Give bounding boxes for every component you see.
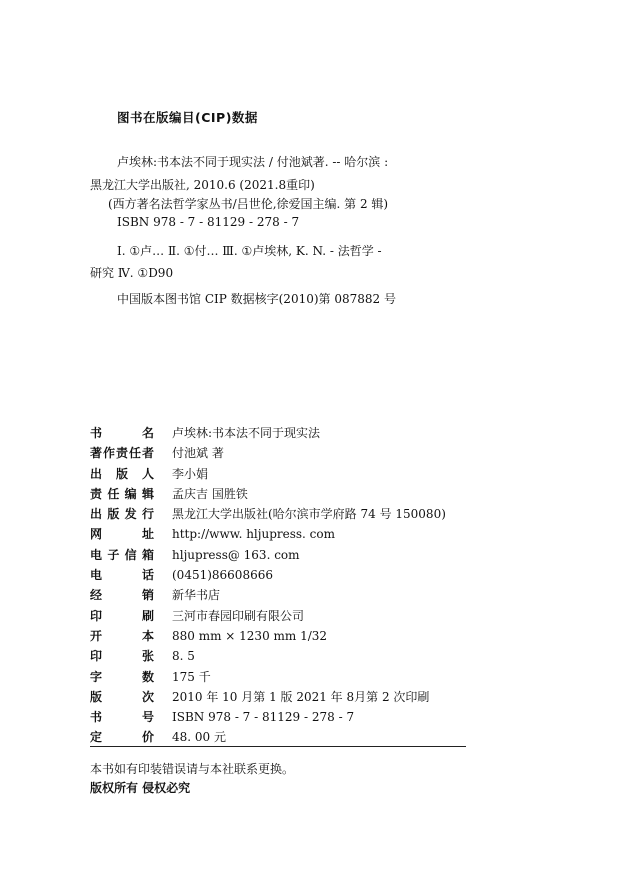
info-value: 175 千 (172, 669, 211, 684)
info-label: 出 版 人 (90, 466, 154, 481)
info-row (90, 688, 446, 708)
info-value: 8. 5 (172, 649, 195, 664)
copyright-notice: 版权所有 侵权必究 (90, 781, 191, 795)
info-value: ISBN 978 - 7 - 81129 - 278 - 7 (172, 710, 355, 725)
info-label: 版 次 (90, 689, 154, 704)
info-row (90, 546, 446, 566)
info-row (90, 647, 446, 667)
info-label: 印 张 (90, 649, 154, 664)
info-row (90, 566, 446, 586)
info-label: 著 作 责 任 者 (90, 446, 154, 461)
divider-rule (90, 746, 466, 747)
cip-line-subjects-cont: 研究 Ⅳ. ①D90 (90, 266, 174, 280)
info-row (90, 607, 446, 627)
info-value: 48. 00 元 (172, 730, 226, 745)
info-value: 付池斌 著 (172, 446, 224, 461)
info-label: 电 话 (90, 568, 154, 583)
info-label: 责 任 编 辑 (90, 486, 154, 501)
info-row (90, 505, 446, 525)
info-value: 李小娟 (172, 466, 209, 481)
info-label: 经 销 (90, 588, 154, 603)
replacement-note: 本书如有印装错误请与本社联系更换。 (90, 762, 295, 776)
info-value: hljupress@ 163. com (172, 547, 300, 562)
info-value: (0451)86608666 (172, 568, 273, 583)
info-row (90, 668, 446, 688)
info-label: 开 本 (90, 628, 154, 643)
info-row (90, 444, 446, 464)
info-value: 卢埃林:书本法不同于现实法 (172, 426, 321, 440)
info-row (90, 525, 446, 545)
cip-line-record-number: 中国版本图书馆 CIP 数据核字(2010)第 087882 号 (117, 292, 396, 306)
publication-info-table (90, 424, 446, 749)
info-value: 880 mm × 1230 mm 1/32 (172, 628, 328, 643)
info-row (90, 485, 446, 505)
info-row (90, 586, 446, 606)
info-label: 网 址 (90, 527, 154, 542)
info-label: 定 价 (90, 730, 154, 745)
info-value: 2010 年 10 月第 1 版 2021 年 8月第 2 次印刷 (172, 689, 430, 704)
info-row (90, 465, 446, 485)
cip-line-isbn: ISBN 978 - 7 - 81129 - 278 - 7 (117, 215, 300, 229)
info-label: 出 版 发 行 (90, 507, 154, 522)
info-value: http://www. hljupress. com (172, 527, 336, 542)
info-label: 字 数 (90, 669, 154, 684)
info-label: 书 号 (90, 710, 154, 725)
cip-title: 图书在版编目(CIP)数据 (117, 110, 258, 125)
info-value: 孟庆吉 国胜铁 (172, 486, 248, 501)
info-row (90, 424, 446, 444)
info-label: 电 子 信 箱 (90, 547, 154, 562)
info-value: 新华书店 (172, 588, 221, 603)
info-value: 黑龙江大学出版社(哈尔滨市学府路 74 号 150080) (172, 507, 446, 522)
cip-line-subjects: Ⅰ. ①卢… Ⅱ. ①付… Ⅲ. ①卢埃林, K. N. - 法哲学 - (117, 244, 382, 258)
info-value: 三河市春园印刷有限公司 (172, 608, 305, 623)
cip-line-publisher: 黑龙江大学出版社, 2010.6 (2021.8重印) (90, 178, 315, 192)
info-label: 书 名 (90, 426, 154, 440)
cip-line-series: (西方著名法哲学家丛书/吕世伦,徐爱国主编. 第 2 辑) (108, 197, 389, 211)
info-row (90, 627, 446, 647)
info-row (90, 708, 446, 728)
cip-line-title: 卢埃林:书本法不同于现实法 / 付池斌著. -- 哈尔滨 : (117, 155, 389, 169)
info-label: 印 刷 (90, 608, 154, 623)
